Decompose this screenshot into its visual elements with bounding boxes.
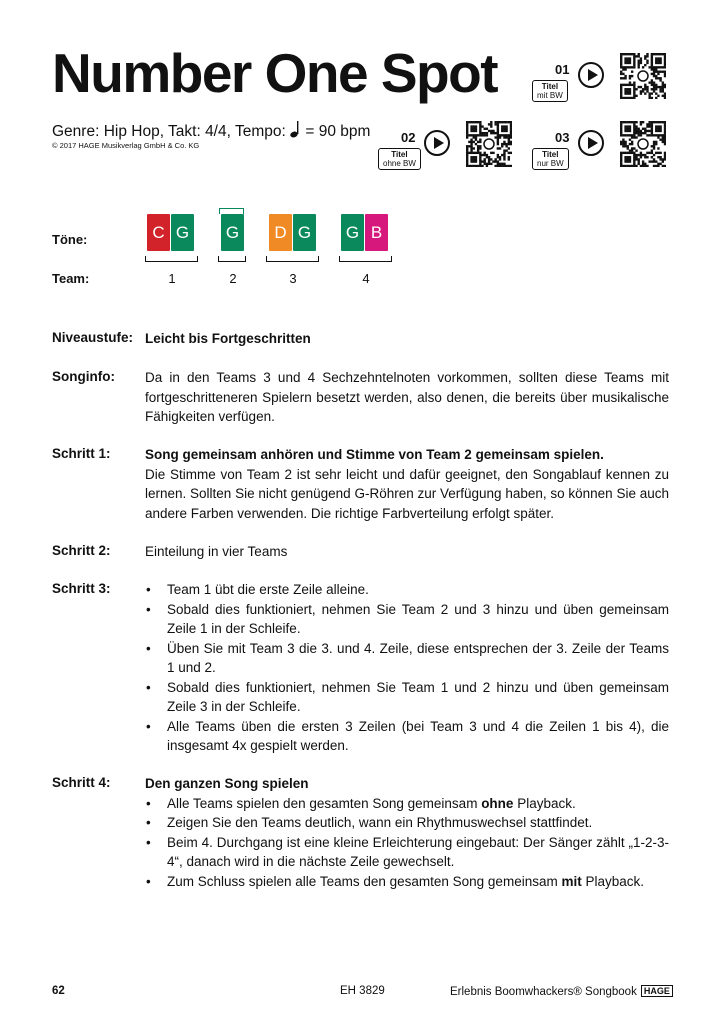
tempo-text: = 90 bpm [305, 123, 371, 140]
track-label: Titel mit BW [532, 80, 568, 102]
track-number: 02 [401, 130, 416, 145]
qr-code-icon[interactable] [466, 121, 512, 167]
qr-code-icon[interactable] [620, 53, 666, 99]
schritt2-label: Schritt 2: [52, 543, 111, 558]
track-number: 03 [555, 130, 570, 145]
play-icon[interactable] [424, 130, 450, 156]
tube-team1-c: C [147, 214, 170, 251]
genre-line [52, 120, 370, 143]
schritt1-block [145, 445, 669, 523]
schritt4-label: Schritt 4: [52, 775, 111, 790]
schritt1-heading: Song gemeinsam anhören und Stimme von Team 2 gemeinsam spielen. [145, 447, 604, 462]
genre-text: Genre: Hip Hop, Takt: 4/4, Tempo: [52, 123, 286, 140]
team-label: Team: [52, 271, 90, 286]
tube-team1-g: G [171, 214, 194, 251]
team-number: 4 [362, 271, 370, 286]
tube-team3-d: D [269, 214, 292, 251]
page-number: 62 [52, 985, 65, 997]
page-title: Number One Spot [52, 42, 498, 104]
niveau-label: Niveaustufe: [52, 330, 134, 345]
team-bracket [266, 256, 319, 262]
schritt3-list-wrap [145, 580, 669, 756]
book-title: Erlebnis Boomwhackers® Songbook [450, 986, 637, 998]
quarter-note-icon [290, 120, 301, 143]
qr-code-icon[interactable] [620, 121, 666, 167]
schritt2-heading: Einteilung in vier Teams [145, 544, 288, 559]
team-number: 3 [289, 271, 297, 286]
schritt4-list [145, 794, 669, 892]
list-item: • Alle Teams spielen den gesamten Song gemeinsam ohne Playback. [145, 794, 669, 814]
tube-team4-g: G [341, 214, 364, 251]
list-item: • Üben Sie mit Team 3 die 3. und 4. Zeile, diese entsprechen der 3. Zeile der Teams 1 und 2. [145, 639, 669, 678]
copyright: © 2017 HAGE Musikverlag GmbH & Co. KG [52, 141, 200, 150]
tones-label: Töne: [52, 232, 88, 247]
list-item: • Zeigen Sie den Teams deutlich, wann ein Rhythmuswechsel stattfindet. [145, 813, 669, 833]
list-item: • Sobald dies funktioniert, nehmen Sie Team 2 und 3 hinzu und üben gemeinsam Zeile 1 in der Schleife. [145, 600, 669, 639]
songinfo-label: Songinfo: [52, 369, 115, 384]
footer-book [450, 985, 673, 998]
tube-team2-g: G [221, 214, 244, 251]
play-icon[interactable] [578, 62, 604, 88]
list-item: • Beim 4. Durchgang ist eine kleine Erleichterung eingebaut: Der Sänger zählt „1-2-3-4“, danach wird in die nächste Zeile gewechselt. [145, 833, 669, 872]
list-item: • Team 1 übt die erste Zeile alleine. [145, 580, 669, 600]
team-bracket [339, 256, 392, 262]
tube-team3-g: G [293, 214, 316, 251]
track-label: Titel ohne BW [378, 148, 421, 170]
team-number: 2 [229, 271, 237, 286]
niveau-value: Leicht bis Fortgeschritten [145, 331, 311, 346]
team-number: 1 [168, 271, 176, 286]
list-item: • Zum Schluss spielen alle Teams den gesamten Song gemeinsam mit Playback. [145, 872, 669, 892]
schritt1-label: Schritt 1: [52, 446, 111, 461]
play-icon[interactable] [578, 130, 604, 156]
schritt3-list [145, 580, 669, 756]
schritt1-text: Die Stimme von Team 2 ist sehr leicht und dafür geeignet, den Songablauf kennen zu lernen. Sollten Sie nicht genügend G-Röhren zur Verfügung haben, so können Sie auch andere Farben verwenden. Die richtige Farbverteilung erfolgt später. [145, 466, 669, 521]
team-bracket [218, 256, 246, 262]
tube-team4-b: B [365, 214, 388, 251]
track-number: 01 [555, 62, 570, 77]
list-item: • Alle Teams üben die ersten 3 Zeilen (bei Team 3 und 4 die Zeilen 1 bis 4), die insgesamt 4x gespielt werden. [145, 717, 669, 756]
schritt3-label: Schritt 3: [52, 581, 111, 596]
footer-code: EH 3829 [340, 985, 385, 997]
hage-logo: HAGE [641, 985, 673, 997]
octave-cap-mark [219, 208, 244, 214]
schritt4-block [145, 774, 669, 891]
track-label: Titel nur BW [532, 148, 569, 170]
list-item: • Sobald dies funktioniert, nehmen Sie Team 1 und 2 hinzu und üben gemeinsam Zeile 3 in der Schleife. [145, 678, 669, 717]
songinfo-text: Da in den Teams 3 und 4 Sechzehntelnoten vorkommen, sollten diese Teams mit fortgeschritteneren Spielern besetzt werden, also denen, die bereits über musikalische Fähigkeiten verfügen. [145, 370, 669, 424]
team-bracket [145, 256, 198, 262]
schritt4-heading: Den ganzen Song spielen [145, 776, 309, 791]
